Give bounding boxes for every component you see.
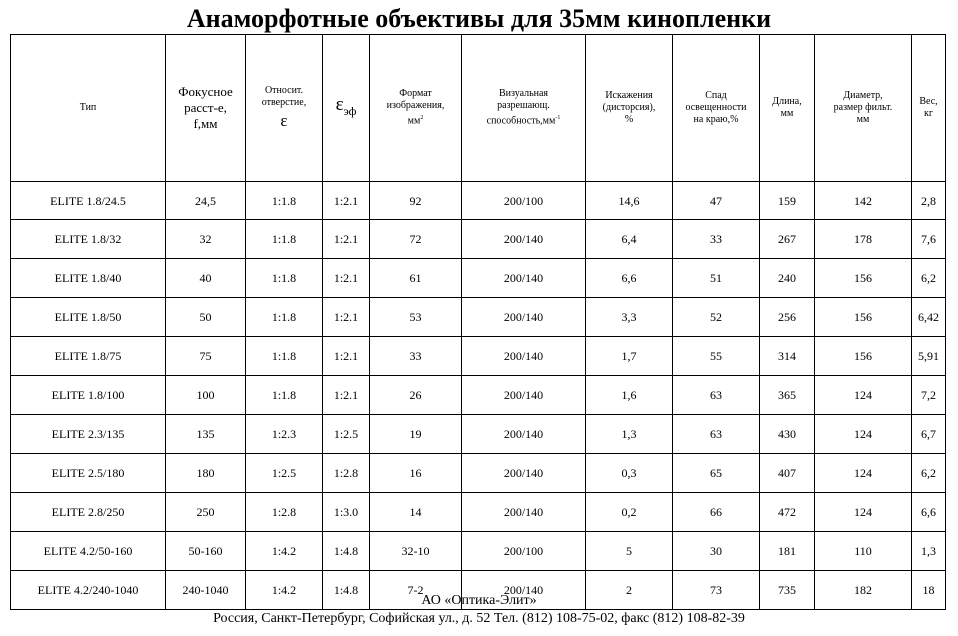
page-title: Анаморфотные объективы для 35мм кинопленки: [186, 4, 772, 33]
cell-image-format: 14: [370, 493, 462, 532]
cell-length: 314: [760, 337, 815, 376]
cell-focal-length: 32: [166, 220, 246, 259]
cell-aperture: 1:1.8: [246, 298, 323, 337]
cell-length: 430: [760, 415, 815, 454]
cell-illumination-falloff: 66: [673, 493, 760, 532]
cell-aperture: 1:4.2: [246, 532, 323, 571]
cell-length: 159: [760, 182, 815, 220]
cell-weight: 6,7: [912, 415, 946, 454]
cell-illumination-falloff: 51: [673, 259, 760, 298]
cell-illumination-falloff: 52: [673, 298, 760, 337]
cell-effective-aperture: 1:4.8: [323, 532, 370, 571]
cell-focal-length: 250: [166, 493, 246, 532]
cell-length: 240: [760, 259, 815, 298]
cell-length: 407: [760, 454, 815, 493]
cell-image-format: 92: [370, 182, 462, 220]
cell-type: ELITE 1.8/100: [11, 376, 166, 415]
table-row: [11, 298, 946, 337]
cell-distortion: 14,6: [586, 182, 673, 220]
header-image-format: Формат изображения, $мм^2$: [370, 35, 462, 182]
cell-distortion: 6,6: [586, 259, 673, 298]
header-type: Тип: [11, 35, 166, 182]
cell-weight: 6,2: [912, 259, 946, 298]
cell-focal-length: 50: [166, 298, 246, 337]
cell-type: ELITE 1.8/50: [11, 298, 166, 337]
cell-focal-length: 40: [166, 259, 246, 298]
cell-diameter: 124: [815, 376, 912, 415]
cell-diameter: 156: [815, 259, 912, 298]
cell-effective-aperture: 1:2.1: [323, 298, 370, 337]
cell-diameter: 124: [815, 454, 912, 493]
cell-diameter: 182: [815, 571, 912, 610]
cell-length: 735: [760, 571, 815, 610]
cell-effective-aperture: 1:2.1: [323, 337, 370, 376]
cell-image-format: 33: [370, 337, 462, 376]
cell-length: 472: [760, 493, 815, 532]
cell-distortion: 0,3: [586, 454, 673, 493]
cell-diameter: 178: [815, 220, 912, 259]
cell-aperture: 1:2.3: [246, 415, 323, 454]
table-row: [11, 259, 946, 298]
cell-illumination-falloff: 65: [673, 454, 760, 493]
footer-company: АО «Оптика-Элит»: [421, 593, 537, 608]
cell-effective-aperture: 1:4.8: [323, 571, 370, 610]
cell-distortion: 1,3: [586, 415, 673, 454]
cell-aperture: 1:1.8: [246, 259, 323, 298]
cell-focal-length: 24,5: [166, 182, 246, 220]
table-row: [11, 182, 946, 220]
cell-illumination-falloff: 33: [673, 220, 760, 259]
cell-aperture: 1:1.8: [246, 337, 323, 376]
cell-resolution: 200/140: [462, 220, 586, 259]
cell-focal-length: 180: [166, 454, 246, 493]
cell-illumination-falloff: 47: [673, 182, 760, 220]
table-row: [11, 454, 946, 493]
cell-length: 181: [760, 532, 815, 571]
cell-resolution: 200/140: [462, 298, 586, 337]
cell-diameter: 156: [815, 298, 912, 337]
cell-type: ELITE 1.8/24.5: [11, 182, 166, 220]
header-length: Длина, мм: [760, 35, 815, 182]
cell-weight: 6,6: [912, 493, 946, 532]
cell-resolution: 200/140: [462, 454, 586, 493]
cell-distortion: 1,7: [586, 337, 673, 376]
cell-focal-length: 50-160: [166, 532, 246, 571]
cell-length: 267: [760, 220, 815, 259]
cell-illumination-falloff: 30: [673, 532, 760, 571]
cell-effective-aperture: 1:2.8: [323, 454, 370, 493]
cell-diameter: 142: [815, 182, 912, 220]
cell-weight: 6,42: [912, 298, 946, 337]
cell-aperture: 1:2.8: [246, 493, 323, 532]
cell-focal-length: 135: [166, 415, 246, 454]
cell-type: ELITE 1.8/32: [11, 220, 166, 259]
cell-image-format: 61: [370, 259, 462, 298]
cell-weight: 18: [912, 571, 946, 610]
cell-focal-length: 100: [166, 376, 246, 415]
cell-aperture: 1:1.8: [246, 220, 323, 259]
cell-type: ELITE 2.8/250: [11, 493, 166, 532]
cell-diameter: 124: [815, 415, 912, 454]
header-effective-aperture: $\varepsilon_{эф}$: [323, 35, 370, 182]
cell-type: ELITE 4.2/240-1040: [11, 571, 166, 610]
table-row: [11, 376, 946, 415]
table-row: [11, 493, 946, 532]
cell-type: ELITE 1.8/75: [11, 337, 166, 376]
table-header-row: [11, 35, 946, 182]
cell-diameter: 110: [815, 532, 912, 571]
cell-weight: 7,2: [912, 376, 946, 415]
cell-weight: 5,91: [912, 337, 946, 376]
cell-resolution: 200/140: [462, 376, 586, 415]
epsilon-symbol: ε: [280, 111, 288, 130]
cell-illumination-falloff: 63: [673, 415, 760, 454]
cell-distortion: 5: [586, 532, 673, 571]
table-row: [11, 220, 946, 259]
cell-resolution: 200/140: [462, 571, 586, 610]
table-row: [11, 415, 946, 454]
cell-image-format: 26: [370, 376, 462, 415]
cell-type: ELITE 1.8/40: [11, 259, 166, 298]
table-body: [11, 182, 946, 610]
cell-image-format: 32-10: [370, 532, 462, 571]
cell-weight: 1,3: [912, 532, 946, 571]
header-illumination-falloff: Спад освещенности на краю,%: [673, 35, 760, 182]
table-row: [11, 337, 946, 376]
cell-illumination-falloff: 73: [673, 571, 760, 610]
cell-image-format: 53: [370, 298, 462, 337]
cell-effective-aperture: 1:2.1: [323, 259, 370, 298]
cell-illumination-falloff: 55: [673, 337, 760, 376]
lens-spec-table: [10, 34, 946, 610]
cell-type: ELITE 4.2/50-160: [11, 532, 166, 571]
cell-weight: 6,2: [912, 454, 946, 493]
cell-distortion: 3,3: [586, 298, 673, 337]
cell-distortion: 6,4: [586, 220, 673, 259]
cell-resolution: 200/140: [462, 259, 586, 298]
cell-image-format: 7-2: [370, 571, 462, 610]
cell-image-format: 16: [370, 454, 462, 493]
footer-address: Россия, Санкт-Петербург, Софийская ул., д. 52 Тел. (812) 108-75-02, факс (812) 108-82-39: [213, 611, 745, 626]
cell-resolution: 200/140: [462, 415, 586, 454]
cell-effective-aperture: 1:2.5: [323, 415, 370, 454]
cell-diameter: 124: [815, 493, 912, 532]
cell-resolution: 200/100: [462, 532, 586, 571]
header-distortion: Искажения (дисторсия), %: [586, 35, 673, 182]
cell-illumination-falloff: 63: [673, 376, 760, 415]
cell-effective-aperture: 1:2.1: [323, 182, 370, 220]
header-resolution: Визуальная разрешающ. $способность,мм^{-1}$: [462, 35, 586, 182]
cell-aperture: 1:4.2: [246, 571, 323, 610]
cell-resolution: 200/140: [462, 337, 586, 376]
cell-effective-aperture: 1:2.1: [323, 376, 370, 415]
cell-effective-aperture: 1:3.0: [323, 493, 370, 532]
header-diameter: Диаметр, размер фильт. мм: [815, 35, 912, 182]
cell-weight: 2,8: [912, 182, 946, 220]
cell-aperture: 1:2.5: [246, 454, 323, 493]
cell-type: ELITE 2.5/180: [11, 454, 166, 493]
cell-image-format: 72: [370, 220, 462, 259]
cell-weight: 7,6: [912, 220, 946, 259]
cell-distortion: 2: [586, 571, 673, 610]
cell-distortion: 1,6: [586, 376, 673, 415]
cell-distortion: 0,2: [586, 493, 673, 532]
header-weight: Вес, кг: [912, 35, 946, 182]
table-row: [11, 532, 946, 571]
cell-resolution: 200/140: [462, 493, 586, 532]
header-aperture: Относит. отверстие, ε: [246, 35, 323, 182]
cell-length: 365: [760, 376, 815, 415]
cell-aperture: 1:1.8: [246, 182, 323, 220]
cell-focal-length: 75: [166, 337, 246, 376]
cell-type: ELITE 2.3/135: [11, 415, 166, 454]
cell-image-format: 19: [370, 415, 462, 454]
cell-focal-length: 240-1040: [166, 571, 246, 610]
cell-aperture: 1:1.8: [246, 376, 323, 415]
cell-diameter: 156: [815, 337, 912, 376]
cell-resolution: 200/100: [462, 182, 586, 220]
cell-length: 256: [760, 298, 815, 337]
cell-effective-aperture: 1:2.1: [323, 220, 370, 259]
header-focal-length: Фокусное расст-е, f,мм: [166, 35, 246, 182]
